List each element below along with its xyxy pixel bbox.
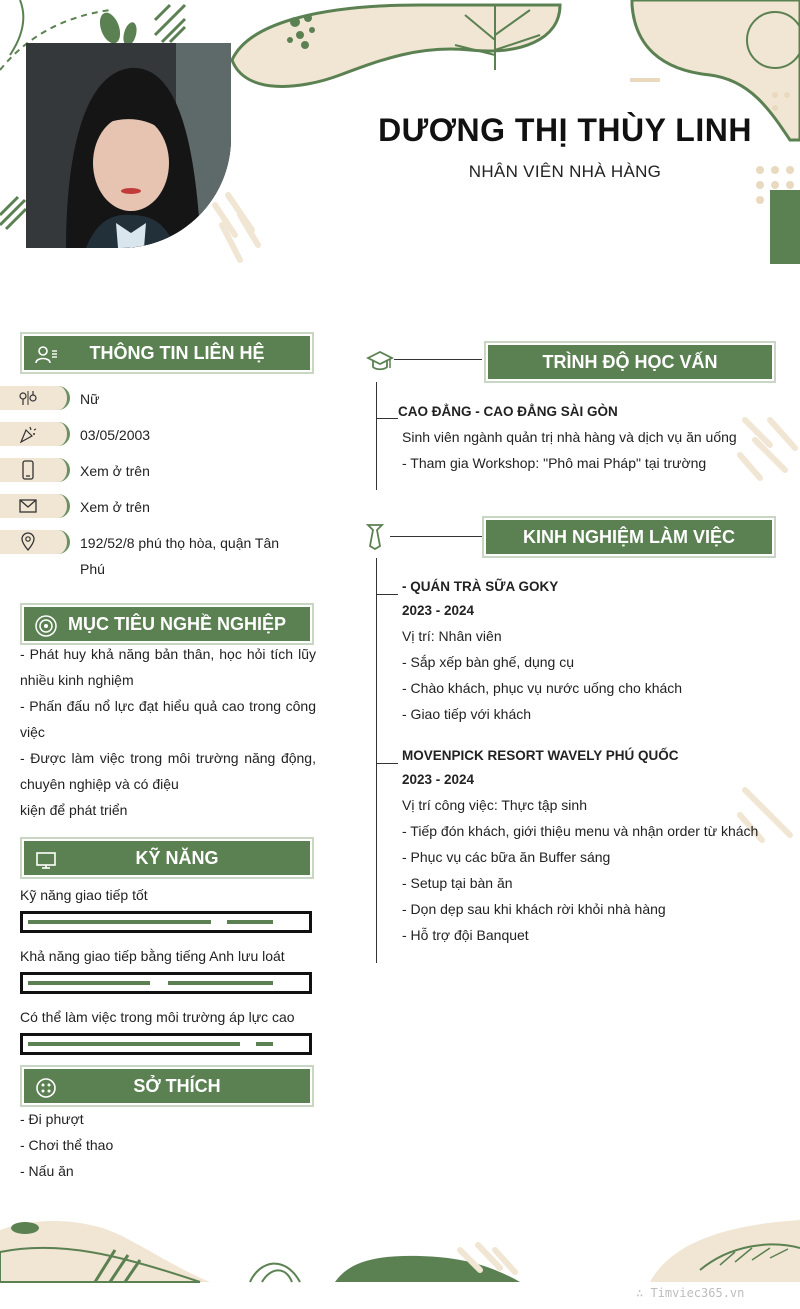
skills-section-title: KỸ NĂNG bbox=[135, 847, 219, 868]
job-line: - Sắp xếp bàn ghế, dụng cụ bbox=[402, 654, 575, 670]
hobbies-section-header bbox=[22, 1067, 312, 1105]
phone-icon bbox=[18, 460, 38, 480]
skill-bar bbox=[20, 911, 312, 933]
job-line: Vị trí công việc: Thực tập sinh bbox=[402, 797, 587, 813]
contact-address-row bbox=[0, 530, 320, 582]
gender-value: Nữ bbox=[80, 391, 100, 407]
hobby-item: - Nấu ăn bbox=[20, 1163, 74, 1179]
address-line-2: Phú bbox=[80, 561, 105, 577]
education-line: - Tham gia Workshop: "Phô mai Pháp" tại trường bbox=[402, 455, 707, 471]
email-value: Xem ở trên bbox=[80, 499, 150, 515]
phone-value: Xem ở trên bbox=[80, 463, 150, 479]
gender-icon bbox=[18, 388, 38, 408]
job-line: Vị trí: Nhân viên bbox=[402, 628, 502, 644]
objective-section-header bbox=[22, 605, 312, 643]
job-company: - QUÁN TRÀ SỮA GOKY bbox=[402, 579, 559, 594]
objective-line: - Phấn đấu nổ lực đạt hiểu quả cao trong công bbox=[20, 698, 316, 714]
monitor-icon bbox=[34, 848, 58, 872]
tie-icon bbox=[364, 522, 386, 550]
objective-line: kiện để phát triển bbox=[20, 802, 128, 818]
candidate-name: DƯƠNG THỊ THÙY LINH bbox=[378, 112, 752, 148]
objective-line: - Được làm việc trong môi trường năng động, bbox=[20, 750, 316, 766]
experience-section-title: KINH NGHIỆM LÀM VIỆC bbox=[522, 526, 735, 547]
hobby-item: - Chơi thể thao bbox=[20, 1137, 114, 1153]
job-line: - Setup tại bàn ăn bbox=[402, 875, 513, 891]
objective-line: nhiều kinh nghiệm bbox=[20, 672, 134, 688]
job-title: NHÂN VIÊN NHÀ HÀNG bbox=[468, 162, 662, 181]
job-line: - Dọn dẹp sau khi khách rời khỏi nhà hàng bbox=[402, 901, 666, 917]
contact-birthday-row bbox=[0, 422, 320, 448]
contact-phone-row bbox=[0, 458, 320, 484]
job-line: - Tiếp đón khách, giới thiệu menu và nhận order từ khách bbox=[402, 823, 759, 839]
target-icon bbox=[34, 614, 58, 638]
skill-label: Khả năng giao tiếp bằng tiếng Anh lưu loát bbox=[20, 948, 285, 964]
graduation-cap-icon bbox=[366, 348, 394, 376]
skill-label: Có thể làm việc trong môi trường áp lực cao bbox=[20, 1009, 295, 1025]
hobbies-section-title: SỞ THÍCH bbox=[133, 1075, 221, 1096]
user-list-icon bbox=[34, 343, 58, 367]
objective-line: - Phát huy khả năng bản thân, học hỏi tích lũy bbox=[20, 646, 316, 662]
address-line-1: 192/52/8 phú thọ hòa, quận Tân bbox=[80, 535, 280, 551]
job-period: 2023 - 2024 bbox=[402, 603, 475, 618]
palette-icon bbox=[34, 1076, 58, 1100]
hobby-item: - Đi phượt bbox=[20, 1111, 84, 1127]
education-section-header bbox=[486, 343, 774, 381]
skill-label: Kỹ năng giao tiếp tốt bbox=[20, 887, 148, 903]
objective-line: chuyên nghiệp và có điệu bbox=[20, 776, 179, 792]
job-line: - Hỗ trợ đội Banquet bbox=[402, 927, 529, 943]
contact-section-header bbox=[22, 334, 312, 372]
skill-bar bbox=[20, 972, 312, 994]
experience-section-header bbox=[484, 518, 774, 556]
job-line: - Chào khách, phục vụ nước uống cho khách bbox=[402, 680, 683, 696]
location-pin-icon bbox=[18, 532, 38, 552]
education-section-title: TRÌNH ĐỘ HỌC VẤN bbox=[542, 351, 718, 372]
party-icon bbox=[18, 424, 38, 444]
job-company: MOVENPICK RESORT WAVELY PHÚ QUỐC bbox=[402, 748, 679, 763]
contact-gender-row bbox=[0, 386, 320, 412]
skill-bar bbox=[20, 1033, 312, 1055]
job-period: 2023 - 2024 bbox=[402, 772, 475, 787]
contact-email-row bbox=[0, 494, 320, 520]
education-line: Sinh viên ngành quản trị nhà hàng và dịch vụ ăn uống bbox=[402, 429, 737, 445]
job-line: - Giao tiếp với khách bbox=[402, 706, 532, 722]
watermark: ∴ Timviec365.vn bbox=[636, 1286, 745, 1300]
job-line: - Phục vụ các bữa ăn Buffer sáng bbox=[402, 849, 611, 865]
envelope-icon bbox=[18, 496, 38, 516]
contact-section-title: THÔNG TIN LIÊN HỆ bbox=[89, 342, 265, 363]
education-school: CAO ĐẲNG - CAO ĐẲNG SÀI GÒN bbox=[398, 404, 618, 419]
objective-line: việc bbox=[20, 724, 45, 740]
birthday-value: 03/05/2003 bbox=[80, 427, 151, 443]
skills-section-header bbox=[22, 839, 312, 877]
objective-section-title: MỤC TIÊU NGHỀ NGHIỆP bbox=[67, 613, 286, 634]
